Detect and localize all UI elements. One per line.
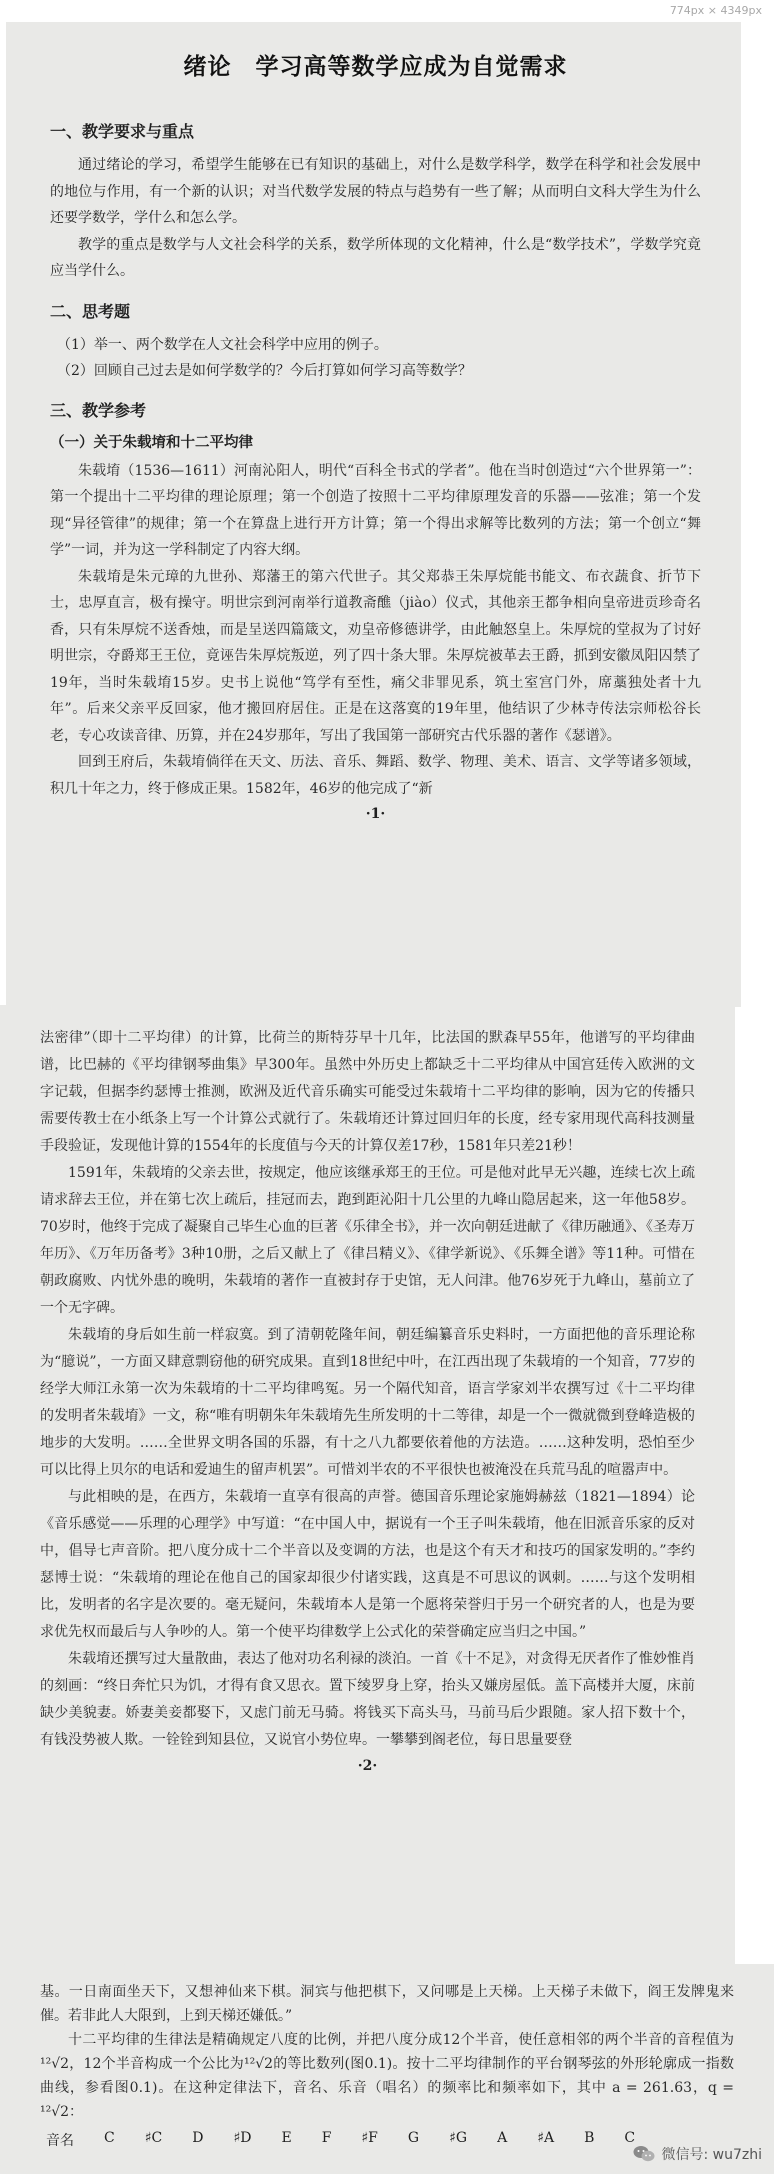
paragraph: 回到王府后，朱载堉倘徉在天文、历法、音乐、舞蹈、数学、物理、美术、语言、文学等诸多领域，积几十年之力，终于修成正果。1582年，46岁的他完成了“新 (50, 754, 701, 797)
note-name: G (407, 2130, 420, 2146)
image-dimensions-label: 774px × 4349px (669, 4, 762, 17)
paragraph: 法密律”（即十二平均律）的计算，比荷兰的斯特芬早十几年，比法国的默森早55年，他谱写的平均律曲谱，比巴赫的《平均律钢琴曲集》早300年。虽然中外历史上都缺乏十二平均律从中国宫廷传入欧洲的文字记载，但据李约瑟博士推测，欧洲及近代音乐确实可能受过朱载堉十二平均律的影响，因为它的传播只需要传教士在小纸条上写一个计算公式就行了。朱载堉还计算过回归年的长度，经专家用现代高科技测量手段验证，发现他计算的1554年的长度值与今天的计算仅差17秒，1581年只差21秒！ (40, 1030, 695, 1154)
paragraph: 朱载堉（1536—1611）河南沁阳人，明代“百科全书式的学者”。他在当时创造过“六个世界第一”：第一个提出十二平均律的理论原理；第一个创造了按照十二平均律原理发音的乐器——弦准；第一个发现“异径管律”的规律；第一个在算盘上进行开方计算；第一个得出求解等比数列的方法；第一个创立“舞学”一词，并为这一学科制定了内容大纲。 (50, 462, 701, 558)
note-name: E (281, 2130, 292, 2146)
question-item: （2）回顾自己过去是如何学数学的？今后打算如何学习高等数学？ (57, 362, 472, 379)
paragraph: 朱载堉是朱元璋的九世孙、郑藩王的第六代世子。其父郑恭王朱厚烷能书能文、布衣蔬食、折节下士，忠厚直言，极有操守。明世宗到河南举行道教斋醮（jiào）仪式，其他亲王都争相向皇帝进贡珍奇名香，只有朱厚烷不送香烛，而是呈送四篇箴文，劝皇帝修德讲学，由此触怒皇上。朱厚烷的堂叔为了讨好明世宗，夺爵郑王王位，竟诬告朱厚烷叛逆，列了四十条大罪。朱厚烷被革去王爵，抓到安徽凤阳囚禁了19年，当时朱载堉15岁。史书上说他“笃学有至性，痛父非罪见系，筑土室宫门外，席藁独处者十九年”。后来父亲平反回家，他才搬回府居住。正是在这落寞的19年里，他结识了少林寺传法宗师松谷长老，专心攻读音律、历算，并在24岁那年，写出了我国第一部研究古代乐器的著作《瑟谱》。 (50, 568, 701, 744)
watermark-text: 微信号: wu7zhi (661, 2147, 762, 2163)
page-number: ·1· (365, 806, 386, 822)
note-name: A (497, 2130, 508, 2146)
section-heading-reference: 三、教学参考 (50, 400, 147, 420)
paragraph: 十二平均律的生律法是精确规定八度的比例，并把八度分成12个半音，使任意相邻的两个半音的音程值为¹²√2，12个半音构成一个公比为¹²√2的等比数列(图0.1)。按十二平均律制作的平台钢琴弦的外形轮廓成一指数曲线，参看图0.1)。在这种定律法下，音名、乐音（唱名）的频率比和频率如下，其中 a = 261.63，q = ¹²√2： (40, 2032, 734, 2120)
note-name: B (584, 2130, 595, 2146)
page-title: 绪论 学习高等数学应成为自觉需求 (183, 54, 568, 80)
note-name: ♯C (144, 2130, 163, 2146)
watermark (633, 2144, 762, 2164)
paragraph: 基。一日南面坐天下，又想神仙来下棋。洞宾与他把棋下，又问哪是上天梯。上天梯子未做下，阎王发牌鬼来催。若非此人大限到，上到天梯还嫌低。” (40, 1984, 734, 2024)
subsection-heading: （一）关于朱载堉和十二平均律 (50, 434, 253, 451)
paragraph: 1591年，朱载堉的父亲去世，按规定，他应该继承郑王的王位。可是他对此早无兴趣，连续七次上疏请求辞去王位，并在第七次上疏后，挂冠而去，跑到距沁阳十几公里的九峰山隐居起来，这一年他58岁。70岁时，他终于完成了凝聚自己毕生心血的巨著《乐律全书》，并一次向朝廷进献了《律历融通》、《圣寿万年历》、《万年历备考》3种10册，之后又献上了《律吕精义》、《律学新说》、《乐舞全谱》等11种。可惜在朝政腐败、内忧外患的晚明，朱载堉的著作一直被封存于史馆，无人问津。他76岁死于九峰山，墓前立了一个无字碑。 (40, 1165, 695, 1316)
paragraph: 与此相映的是，在西方，朱载堉一直享有很高的声誉。德国音乐理论家施姆赫兹（1821—1894）论《音乐感觉——乐理的心理学》中写道：“在中国人中，据说有一个王子叫朱载堉，他在旧派音乐家的反对中，倡导七声音阶。把八度分成十二个半音以及变调的方法，也是这个有天才和技巧的国家发明的。”李约瑟博士说：“朱载堉的理论在他自己的国家却很少付诸实践，这真是不可思议的讽刺。……与这个发明相比，发明者的名字是次要的。毫无疑问，朱载堉本人是第一个愿将荣誉归于另一个研究者的人，也是为要求优先权而最后与人争吵的人。第一个使平均律数学上公式化的荣誉确定应当归之中国。” (40, 1489, 695, 1640)
paragraph: 通过绪论的学习，希望学生能够在已有知识的基础上，对什么是数学科学，数学在科学和社会发展中的地位与作用，有一个新的认识；对当代数学发展的特点与趋势有一些了解；从而明白文科大学生为什么还要学数学，学什么和怎么学。 (50, 157, 701, 226)
paragraph: 教学的重点是数学与人文社会科学的关系，数学所体现的文化精神，什么是“数学技术”，学数学究竟应当学什么。 (50, 236, 701, 279)
page-number: ·2· (357, 1758, 378, 1774)
viewer-topbar (0, 0, 774, 22)
note-name: ♯A (537, 2130, 555, 2146)
section-heading-questions: 二、思考题 (50, 301, 131, 321)
note-name: C (104, 2130, 115, 2146)
note-name: ♯D (233, 2130, 252, 2146)
paragraph: 朱载堉的身后如生前一样寂寞。到了清朝乾隆年间，朝廷编纂音乐史料时，一方面把他的音乐理论称为“臆说”，一方面又肆意剽窃他的研究成果。直到18世纪中叶，在江西出现了朱载堉的一个知音，77岁的经学大师江永第一次为朱载堉的十二平均律鸣冤。另一个隔代知音，语言学家刘半农撰写过《十二平均律的发明者朱载堉》一文，称“唯有明朝朱年朱载堉先生所发明的十二等律，却是一个一微就微到登峰造极的地步的大发明。……全世界文明各国的乐器，有十之八九都要依着他的方法造。……这种发明，恐怕至少可以比得上贝尔的电话和爱迪生的留声机罢”。可惜刘半农的不平很快也被淹没在兵荒马乱的喧嚣声中。 (40, 1327, 695, 1478)
document-page-3 (0, 1964, 774, 2174)
paragraph: 朱载堉还撰写过大量散曲，表达了他对功名利禄的淡泊。一首《十不足》，对贪得无厌者作了惟妙惟肖的刻画：“终日奔忙只为饥，才得有食又思衣。置下绫罗身上穿，抬头又嫌房屋低。盖下高楼并大厦，床前缺少美貌妻。娇妻美妾都娶下，又虑门前无马骑。将钱买下高头马，马前马后少跟随。家人招下数十个，有钱没势被人欺。一铨铨到知县位，又说官小势位卑。一攀攀到阁老位，每日思量要登 (40, 1651, 695, 1748)
note-name: F (321, 2130, 332, 2146)
note-name: C (624, 2130, 636, 2146)
note-names-row (40, 2130, 734, 2150)
note-name: ♯F (361, 2130, 378, 2146)
note-name: D (192, 2130, 204, 2146)
wechat-icon (633, 2145, 655, 2163)
section-heading-requirements: 一、教学要求与重点 (50, 122, 195, 141)
document-page-1 (6, 22, 741, 1007)
note-name: ♯G (449, 2130, 468, 2146)
document-page-2 (0, 1005, 735, 1965)
note-names-label: 音名 (46, 2133, 74, 2149)
question-item: （1）举一、两个数学在人文社会科学中应用的例子。 (57, 336, 388, 353)
